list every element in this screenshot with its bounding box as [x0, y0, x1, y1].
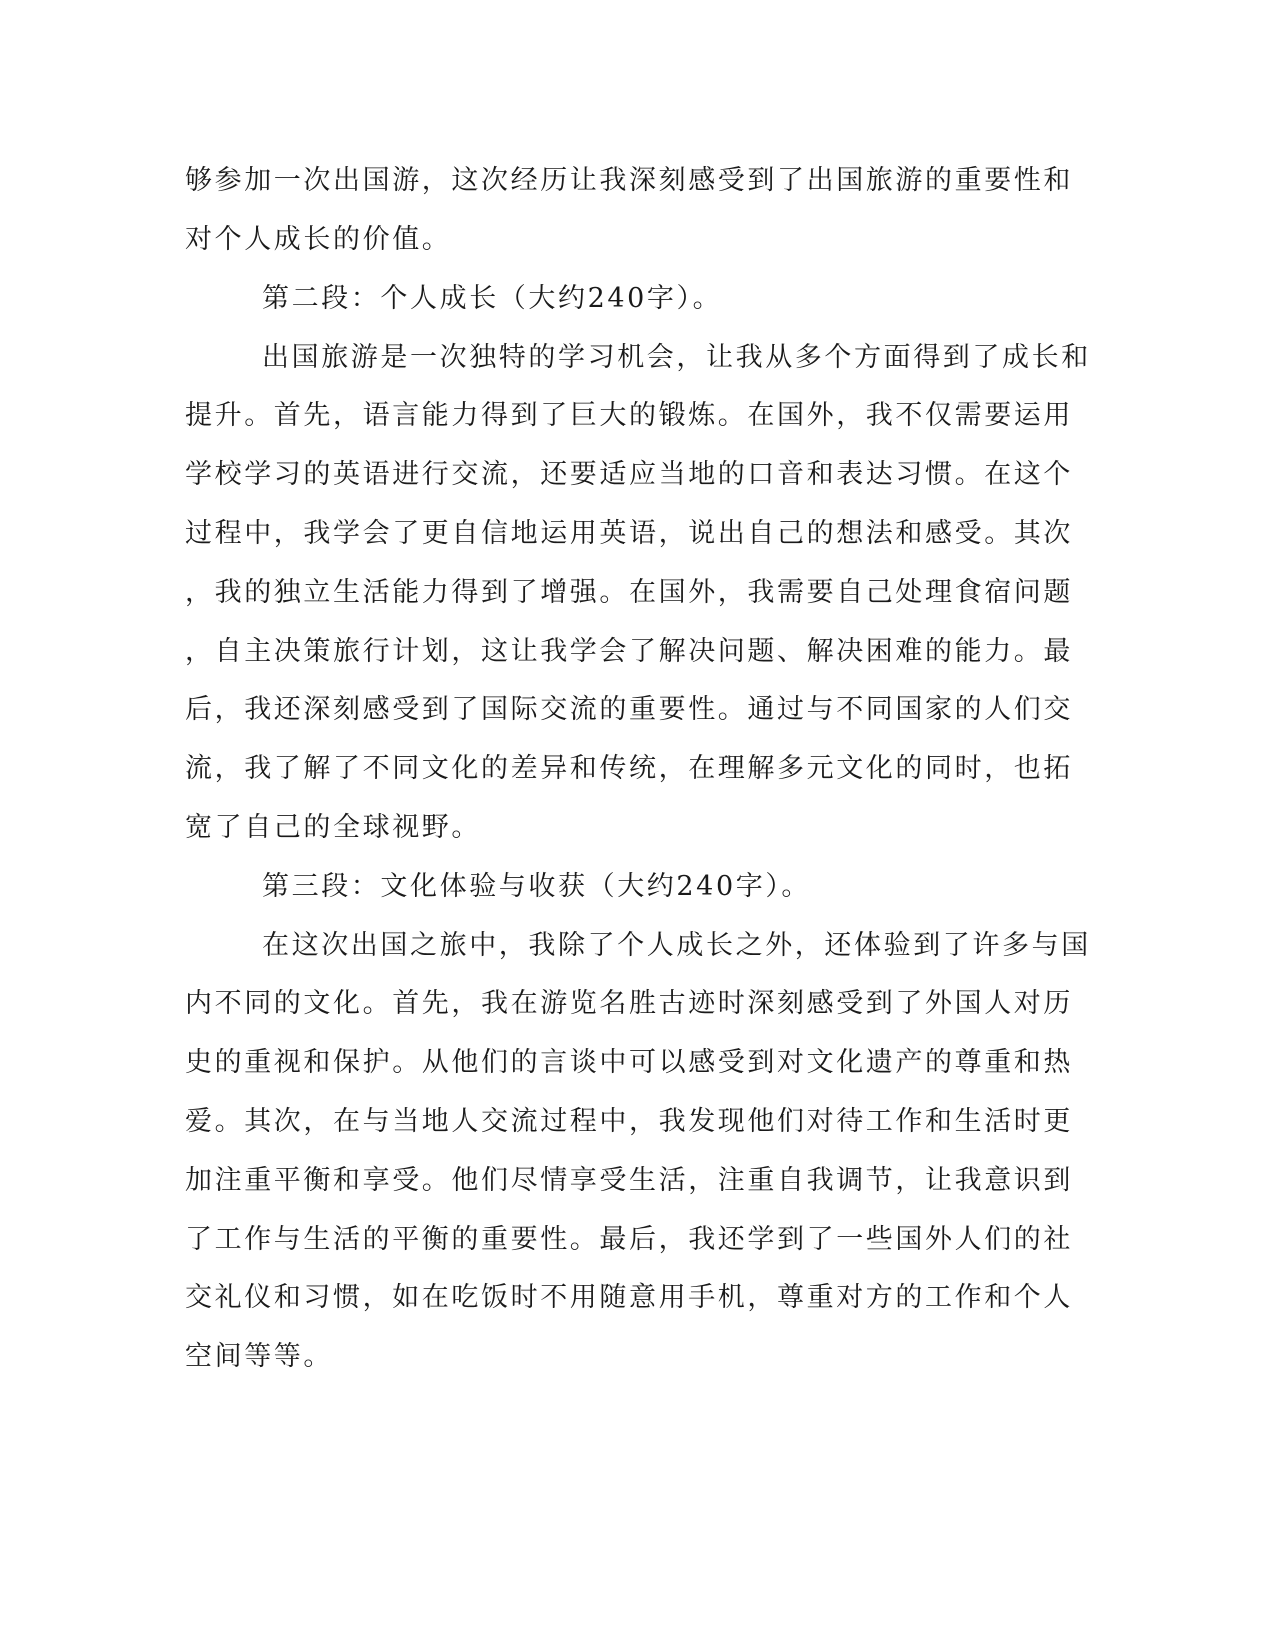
text-line: 了工作与生活的平衡的重要性。最后，我还学到了一些国外人们的社 — [185, 1224, 1073, 1255]
text-line: 内不同的文化。首先，我在游览名胜古迹时深刻感受到了外国人对历 — [185, 988, 1073, 1019]
text-line: 宽了自己的全球视野。 — [185, 812, 481, 843]
text-line: 提升。首先，语言能力得到了巨大的锻炼。在国外，我不仅需要运用 — [185, 400, 1073, 431]
text-line: 空间等等。 — [185, 1341, 333, 1372]
text-line: 后，我还深刻感受到了国际交流的重要性。通过与不同国家的人们交 — [185, 694, 1073, 725]
section-heading: 第二段：个人成长（大约240字）。 — [262, 283, 723, 314]
text-line: 在这次出国之旅中，我除了个人成长之外，还体验到了许多与国 — [262, 930, 1091, 961]
section-heading: 第三段：文化体验与收获（大约240字）。 — [262, 871, 812, 902]
text-line: 过程中，我学会了更自信地运用英语，说出自己的想法和感受。其次 — [185, 518, 1073, 549]
text-line: ，自主决策旅行计划，这让我学会了解决问题、解决困难的能力。最 — [185, 636, 1073, 667]
text-line: 交礼仪和习惯，如在吃饭时不用随意用手机，尊重对方的工作和个人 — [185, 1282, 1073, 1313]
text-line: 对个人成长的价值。 — [185, 224, 452, 255]
text-line: 流，我了解了不同文化的差异和传统，在理解多元文化的同时，也拓 — [185, 753, 1073, 784]
text-line: 出国旅游是一次独特的学习机会，让我从多个方面得到了成长和 — [262, 342, 1091, 373]
text-line: 史的重视和保护。从他们的言谈中可以感受到对文化遗产的尊重和热 — [185, 1047, 1073, 1078]
text-line: ，我的独立生活能力得到了增强。在国外，我需要自己处理食宿问题 — [185, 577, 1073, 608]
text-line: 够参加一次出国游，这次经历让我深刻感受到了出国旅游的重要性和 — [185, 165, 1073, 196]
text-line: 学校学习的英语进行交流，还要适应当地的口音和表达习惯。在这个 — [185, 459, 1073, 490]
text-line: 爱。其次，在与当地人交流过程中，我发现他们对待工作和生活时更 — [185, 1106, 1073, 1137]
text-line: 加注重平衡和享受。他们尽情享受生活，注重自我调节，让我意识到 — [185, 1165, 1073, 1196]
